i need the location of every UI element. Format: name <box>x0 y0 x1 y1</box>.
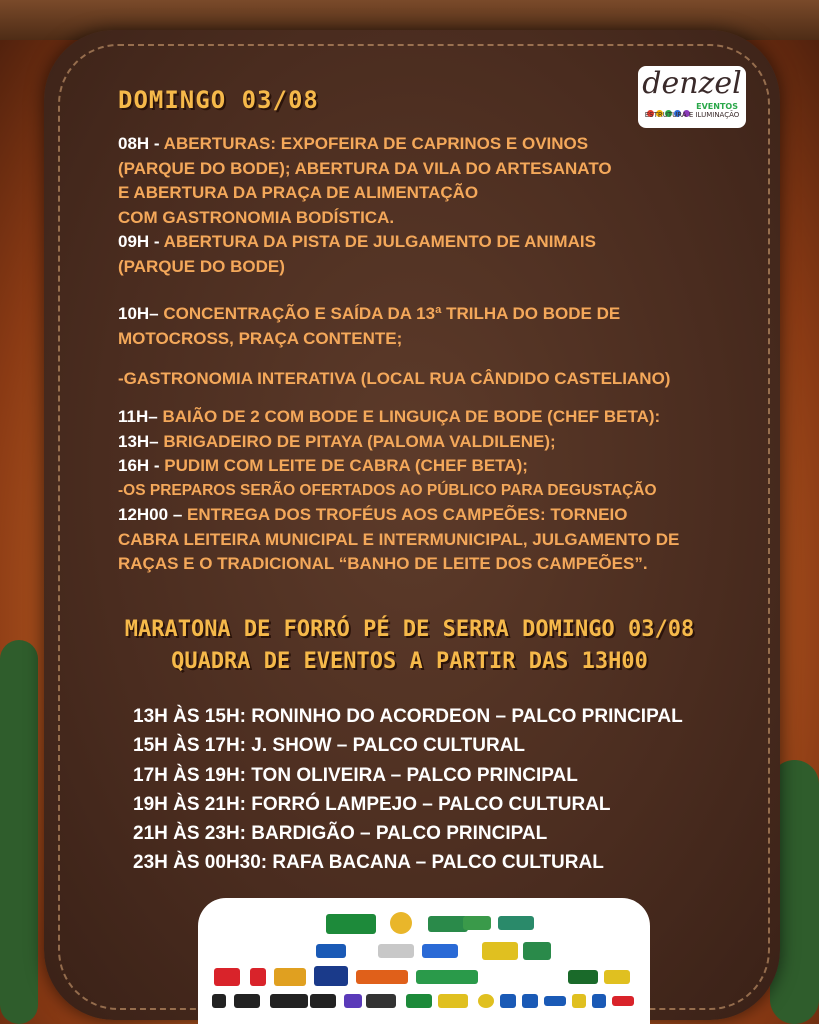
sponsor-logo-jp <box>250 968 266 986</box>
sponsor-logo-pitu <box>612 996 634 1006</box>
sponsor-logo-row4f <box>366 994 396 1008</box>
program-line: -GASTRONOMIA INTERATIVA (LOCAL RUA CÂNDIDO CASTELIANO) <box>118 369 671 388</box>
program-line: 08H - ABERTURAS: EXPOFEIRA DE CAPRINOS E OVINOS <box>118 134 589 153</box>
program-line: 11H– BAIÃO DE 2 COM BODE E LINGUIÇA DE BODE (CHEF BETA): <box>118 407 661 426</box>
logo-tagline: ESTRUTURA E ILUMINAÇÃO <box>644 111 740 119</box>
program-line: 09H - ABERTURA DA PISTA DE JULGAMENTO DE ANIMAIS <box>118 232 596 251</box>
sponsor-logo-brasil <box>482 942 518 960</box>
schedule-row: 23H ÀS 00H30: RAFA BACANA – PALCO CULTURAL <box>133 852 604 874</box>
schedule-row: 21H ÀS 23H: BARDIGÃO – PALCO PRINCIPAL <box>133 823 548 845</box>
sponsor-logo-casadoplantio <box>416 970 478 984</box>
program-line: COM GASTRONOMIA BODÍSTICA. <box>118 207 395 227</box>
sponsor-logo-seal <box>390 912 412 934</box>
sponsors-panel <box>198 898 650 1024</box>
sponsor-logo-moveletro <box>568 970 598 984</box>
logo-name: denzel <box>642 66 742 101</box>
program-line: RAÇAS E O TRADICIONAL “BANHO DE LEITE DOS CAMPEÕES”. <box>118 554 648 573</box>
sponsor-logo-empaer <box>463 916 491 930</box>
program-block-gastronomy <box>118 367 670 392</box>
cactus-left-icon <box>0 640 38 1024</box>
logo-sub: EVENTOS <box>696 102 738 111</box>
marathon-subtitle: QUADRA DE EVENTOS A PARTIR DAS 13H00 <box>171 649 648 674</box>
sponsor-logo-row4h <box>438 994 468 1008</box>
program-block-trail <box>118 302 620 351</box>
denzel-logo <box>638 66 746 128</box>
page-title: DOMINGO 03/08 <box>118 86 319 114</box>
program-line: -OS PREPAROS SERÃO OFERTADOS AO PÚBLICO PARA DEGUSTAÇÃO <box>118 481 657 499</box>
sponsor-logo-row4j <box>500 994 516 1008</box>
sponsor-logo-row4k <box>522 994 538 1008</box>
program-block-menu <box>118 405 679 577</box>
sponsor-logo-jaguar <box>274 968 306 986</box>
sponsor-logo-madeireira <box>314 966 348 986</box>
sponsor-logo-sebrae <box>316 944 346 958</box>
program-line: (PARQUE DO BODE) <box>118 256 285 276</box>
sponsor-logo-row4c <box>270 994 308 1008</box>
logo-dots <box>638 102 746 110</box>
sponsor-logo-diongo <box>310 994 336 1008</box>
program-line: 10H– CONCENTRAÇÃO E SAÍDA DA 13ª TRILHA DO BODE DE <box>118 304 621 323</box>
schedule-row: 19H ÀS 21H: FORRÓ LAMPEJO – PALCO CULTURAL <box>133 793 611 815</box>
sponsor-logo-vitoria <box>214 968 240 986</box>
schedule-row: 15H ÀS 17H: J. SHOW – PALCO CULTURAL <box>133 735 526 757</box>
program-line: 16H - PUDIM COM LEITE DE CABRA (CHEF BETA); <box>118 456 528 475</box>
program-block-morning <box>118 132 612 279</box>
program-line: 12H00 – ENTREGA DOS TROFÉUS AOS CAMPEÕES: TORNEIO <box>118 505 628 524</box>
sponsor-logo-barra <box>326 914 376 934</box>
sponsor-logo-row4i <box>478 994 494 1008</box>
schedule-row: 17H ÀS 19H: TON OLIVEIRA – PALCO PRINCIPAL <box>133 764 578 786</box>
sponsor-logo-row4m <box>572 994 586 1008</box>
sponsor-logo-row4a <box>212 994 226 1008</box>
program-line: MOTOCROSS, PRAÇA CONTENTE; <box>118 328 403 348</box>
schedule-row: 13H ÀS 15H: RONINHO DO ACORDEON – PALCO PRINCIPAL <box>133 706 683 727</box>
sponsor-logo-gov <box>378 944 414 958</box>
program-line: E ABERTURA DA PRAÇA DE ALIMENTAÇÃO <box>118 183 479 202</box>
forro-schedule <box>133 702 683 878</box>
sponsor-logo-row4e <box>344 994 362 1008</box>
sponsor-logo-empreender <box>498 916 534 930</box>
program-line: 13H– BRIGADEIRO DE PITAYA (PALOMA VALDILENE); <box>118 431 556 451</box>
sponsor-logo-paraiba <box>422 944 458 958</box>
sponsor-logo-row4g <box>406 994 432 1008</box>
program-line: CABRA LEITEIRA MUNICIPAL E INTERMUNICIPAL, JULGAMENTO DE <box>118 529 680 549</box>
sponsor-logo-sadia <box>604 970 630 984</box>
sponsor-logo-faepa <box>428 916 468 932</box>
sponsor-logo-azus <box>544 996 566 1006</box>
sponsor-logo-vivabarra <box>523 942 551 960</box>
sponsor-logo-autoplanos <box>356 970 408 984</box>
sponsor-logo-row4n <box>592 994 606 1008</box>
program-line: (PARQUE DO BODE); ABERTURA DA VILA DO ARTESANATO <box>118 158 612 178</box>
marathon-title: MARATONA DE FORRÓ PÉ DE SERRA DOMINGO 03/08 <box>124 617 695 642</box>
sponsor-logo-row4b <box>234 994 260 1008</box>
